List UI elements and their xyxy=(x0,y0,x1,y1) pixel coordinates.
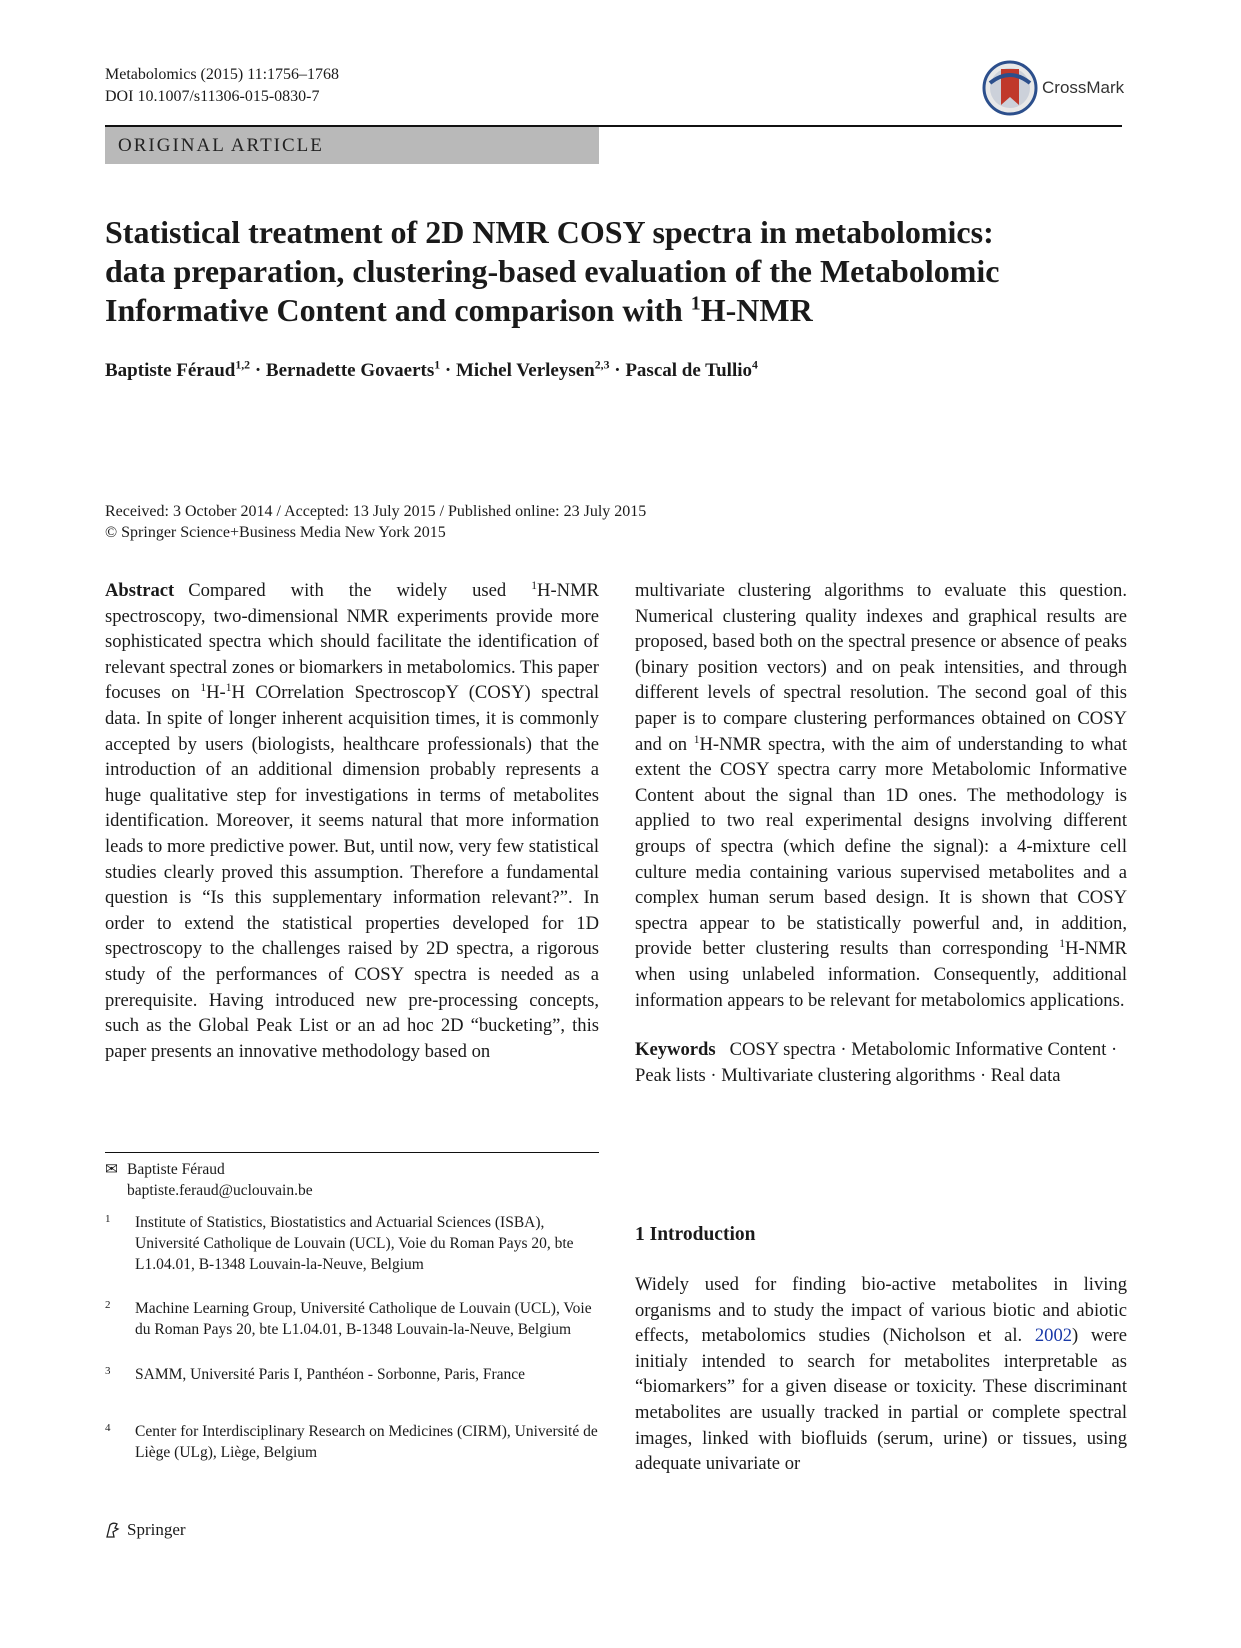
keywords-text: COSY spectra · Metabolomic Informative Content · Peak lists · Multivariate clustering algorithms · Real data xyxy=(635,1039,1118,1086)
crossmark-label: CrossMark xyxy=(1042,78,1125,97)
title-line-1: Statistical treatment of 2D NMR COSY spectra in metabolomics: xyxy=(105,214,994,250)
author-separator: · xyxy=(609,360,626,381)
affiliation-4: 4 Center for Interdisciplinary Research on Medicines (CIRM), Université de Liège (ULg), Liège, Belgium xyxy=(105,1422,598,1461)
author-name[interactable]: Michel Verleysen$^{2,3}$ xyxy=(455,358,610,381)
springer-horse-icon xyxy=(103,1520,123,1540)
article-type-banner: ORIGINAL ARTICLE xyxy=(105,127,599,164)
doi[interactable]: DOI 10.1007/s11306-015-0830-7 xyxy=(105,88,320,105)
email-link[interactable]: baptiste.feraud@uclouvain.be xyxy=(127,1182,313,1199)
publisher-logo xyxy=(103,1520,186,1540)
author-name[interactable]: Bernadette Govaerts$^1$ xyxy=(265,358,441,381)
section-heading-introduction: 1 Introduction xyxy=(635,1224,756,1245)
abstract-left-column xyxy=(105,578,599,1064)
abstract-paragraph: Abstract Compared with the widely used $^1$H-NMR spectroscopy, two-dimensional NMR experiments provide more sophisticated spectra which should facilitate the identification of relevant spectral zones or biomarkers in metabolomics. This paper focuses on $^1$H-$^1$H COrrelation SpectroscopY (COSY) spectral data. In spite of longer inherent acquisition times, it is commonly accepted by users (biologists, healthcare professionals) that the introduction of an additional dimension probably represents a huge qualitative step for investigations in terms of metabolites identification. Moreover, it seems natural that more information leads to more predictive power. But, until now, very few statistical studies clearly proved this assumption. Therefore a fundamental question is “Is this supplementary information relevant?”. In order to extend the statistical properties developed for 1D spectroscopy to the challenges raised by 2D spectra, a rigorous study of the performances of COSY spectra is needed as a prerequisite. Having introduced new pre-processing concepts, such as the Global Peak List or an ad hoc 2D “bucketing”, this paper presents an innovative methodology based on xyxy=(105,579,600,1062)
title-line-2: data preparation, clustering-based evaluation of the Metabolomic xyxy=(105,253,1000,289)
keywords-label: Keywords xyxy=(635,1039,716,1061)
author-separator: · xyxy=(250,360,266,381)
author-list xyxy=(105,360,758,382)
abstract-label: Abstract xyxy=(105,580,175,601)
journal-citation: Metabolomics (2015) 11:1756–1768 xyxy=(105,66,340,83)
publication-dates xyxy=(105,501,646,543)
paper-title xyxy=(105,213,1105,330)
affiliation-3: 3 SAMM, Université Paris I, Panthéon - Sorbonne, Paris, France xyxy=(105,1365,526,1383)
crossmark-badge[interactable] xyxy=(982,59,1127,119)
correspondence xyxy=(105,1159,313,1201)
abstract-continuation: multivariate clustering algorithms to evaluate this question. Numerical clustering quality indexes and graphical results are proposed, based both on the spectral presence or absence of peaks (binary position vectors) and on peak intensities, and through different levels of spectral resolution. The second goal of this paper is to compare clustering performances obtained on COSY and on $^1$H-NMR spectra, with the aim of understanding to what extent the COSY spectra carry more Metabolomic Informative Content about the signal than 1D ones. The methodology is applied to two real experimental designs involving different groups of spectra (which define the signal): a 4-mixture cell culture media containing various supervised metabolites and a complex human serum based design. It is shown that COSY spectra appear to be statistically powerful and, in addition, provide better clustering results than corresponding $^1$H-NMR when using unlabeled information. Consequently, additional information appears to be relevant for metabolomics applications. xyxy=(635,580,1127,1011)
date-history: Received: 3 October 2014 / Accepted: 13 July 2015 / Published online: 23 July 2015 xyxy=(105,503,647,520)
author-name[interactable]: Baptiste Féraud$^{1,2}$ xyxy=(105,358,251,381)
affiliation-1: 1 Institute of Statistics, Biostatistics and Actuarial Sciences (ISBA), Université Catholique de Louvain (UCL), Voie du Roman Pays 20, bte L1.04.01, B-1348 Louvain-la-Neuve, Belgium xyxy=(105,1213,574,1273)
author-name[interactable]: Pascal de Tullio$^4$ xyxy=(625,358,758,381)
author-separator: · xyxy=(440,360,456,381)
envelope-icon: ✉ xyxy=(105,1161,118,1178)
citation-link[interactable]: 2002 xyxy=(1034,1325,1073,1347)
publisher-name: Springer xyxy=(127,1520,186,1539)
corresponding-author: Baptiste Féraud xyxy=(127,1161,225,1178)
title-line-3: Informative Content and comparison with $^1$H-NMR xyxy=(105,292,813,328)
footnote-rule xyxy=(105,1152,599,1153)
copyright: © Springer Science+Business Media New York 2015 xyxy=(105,524,446,541)
affiliation-2: 2 Machine Learning Group, Université Catholique de Louvain (UCL), Voie du Roman Pays 20, bte L1.04.01, B-1348 Louvain-la-Neuve, Belgium xyxy=(105,1299,592,1338)
keywords xyxy=(635,1037,1127,1088)
abstract-right-column xyxy=(635,578,1127,1088)
journal-info xyxy=(105,64,339,108)
introduction-text: Widely used for finding bio-active metabolites in living organisms and to study the impact of various biotic and abiotic effects, metabolomics studies (Nicholson et al. 2002) were initialy intended to search for metabolites interpretable as “biomarkers” for a given disease or toxicity. These discriminant metabolites are usually tracked in partial or complete spectral images, linked with biofluids (serum, urine) or tissues, using adequate univariate or xyxy=(635,1274,1127,1475)
